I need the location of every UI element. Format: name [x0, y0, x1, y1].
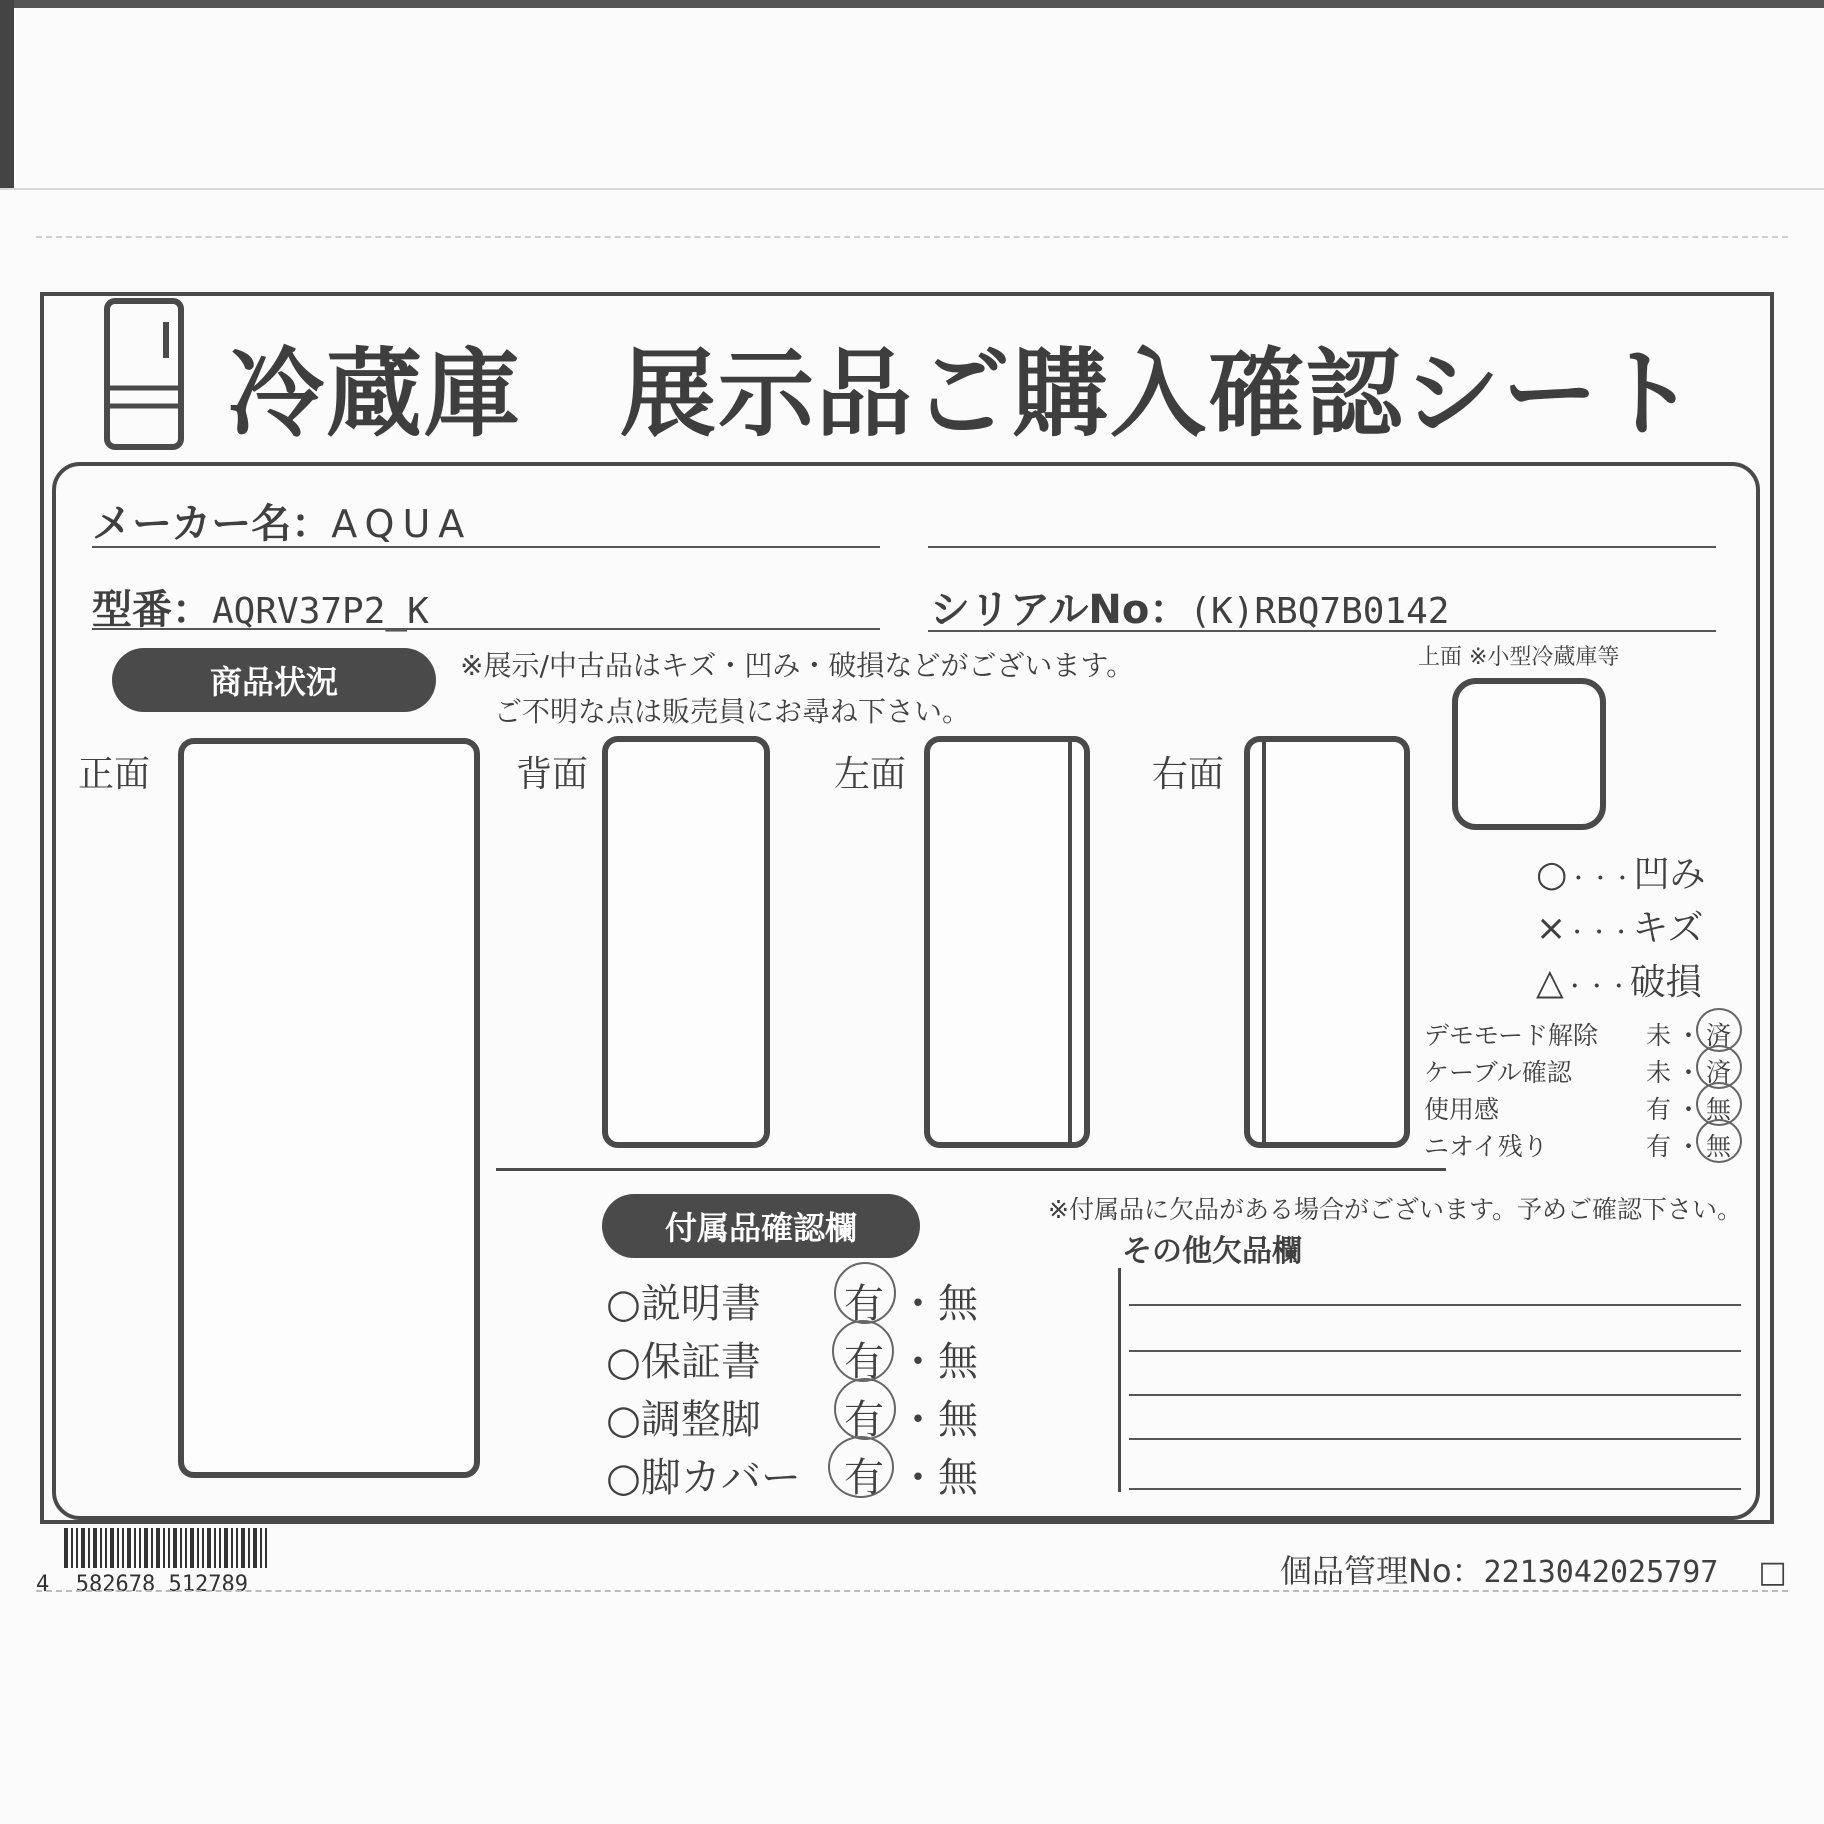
- sheet-edge: [0, 188, 1824, 190]
- blank-underline: [928, 546, 1716, 548]
- back-label: 背面: [516, 754, 589, 795]
- legend-scratch: ×・・・キズ: [1536, 908, 1704, 949]
- cut-line-bottom: [36, 1590, 1788, 1592]
- selected-circle: [1696, 1119, 1742, 1163]
- accessory-manual: ○説明書 有 ・ 無: [606, 1272, 1006, 1330]
- top-face-label: 上面 ※小型冷蔵庫等: [1418, 645, 1620, 670]
- model-underline: [92, 628, 880, 630]
- selected-circle: [834, 1378, 896, 1440]
- serial-value: (K)RBQ7B0142: [1189, 591, 1450, 632]
- management-label: 個品管理No：: [1280, 1552, 1484, 1590]
- maker-value: AQUA: [331, 502, 473, 546]
- management-value: 2213042025797: [1483, 1555, 1719, 1590]
- model-label: 型番：: [92, 587, 212, 633]
- right-side-diagram[interactable]: [1244, 736, 1410, 1148]
- legend-damage: △・・・破損: [1536, 962, 1702, 1003]
- accessory-adjust-legs: ○調整脚 有 ・ 無: [606, 1388, 1006, 1446]
- maker-underline: [92, 546, 880, 548]
- front-diagram[interactable]: [178, 738, 480, 1478]
- selected-circle: [834, 1262, 896, 1324]
- other-missing-heading: その他欠品欄: [1122, 1234, 1302, 1269]
- front-label: 正面: [78, 754, 151, 795]
- right-side-label: 右面: [1152, 754, 1225, 795]
- legend-dent: ○・・・凹み: [1536, 854, 1706, 895]
- left-door-edge: [1068, 742, 1072, 1142]
- accessories-heading: 付属品確認欄: [602, 1194, 920, 1258]
- back-diagram[interactable]: [602, 736, 770, 1148]
- condition-note-2: ご不明な点は販売員にお尋ね下さい。: [494, 695, 971, 728]
- barcode: [36, 1528, 267, 1597]
- left-side-diagram[interactable]: [924, 736, 1090, 1148]
- check-cable: ケーブル確認 未 ・ 済: [1424, 1053, 1744, 1090]
- serial-label: シリアルNo：: [930, 587, 1190, 633]
- management-number: [1280, 1546, 1787, 1592]
- condition-note-1: ※展示/中古品はキズ・凹み・破損などがございます。: [460, 649, 1135, 682]
- section-divider: [496, 1168, 1446, 1171]
- check-usage: 使用感 有 ・ 無: [1424, 1090, 1744, 1127]
- top-diagram[interactable]: [1452, 678, 1606, 830]
- barcode-digits: 4 582678 512789: [36, 1572, 248, 1597]
- left-side-label: 左面: [834, 754, 907, 795]
- serial-underline: [928, 630, 1716, 632]
- check-odor: ニオイ残り 有 ・ 無: [1424, 1127, 1744, 1164]
- condition-heading: 商品状況: [112, 648, 436, 712]
- check-demo-mode: デモモード解除 未 ・ 済: [1424, 1016, 1744, 1053]
- scan-top-edge: [0, 0, 1824, 8]
- selected-circle: [832, 1320, 894, 1382]
- model-row: [92, 578, 429, 635]
- model-value: AQRV37P2_K: [212, 591, 429, 632]
- accessory-list: [606, 1272, 1006, 1504]
- barcode-bars: [64, 1528, 267, 1568]
- fridge-icon: [104, 298, 184, 450]
- management-checkbox[interactable]: □: [1758, 1555, 1787, 1590]
- serial-row: [930, 578, 1449, 635]
- page-title: 冷蔵庫 展示品ご購入確認シート: [228, 338, 1698, 450]
- maker-label: メーカー名：: [92, 501, 332, 547]
- accessory-leg-cover: ○脚カバー 有 ・ 無: [606, 1446, 1006, 1504]
- other-missing-field[interactable]: [1118, 1268, 1741, 1492]
- check-list: [1424, 1016, 1744, 1164]
- right-door-edge: [1262, 742, 1266, 1142]
- cut-line-top: [36, 236, 1788, 238]
- scan-left-edge: [0, 0, 14, 190]
- legend: [1536, 846, 1705, 1008]
- selected-circle: [828, 1436, 894, 1498]
- accessory-warranty: ○保証書 有 ・ 無: [606, 1330, 1006, 1388]
- maker-row: [92, 492, 472, 549]
- accessories-note: ※付属品に欠品がある場合がございます。予めご確認下さい。: [1048, 1195, 1742, 1224]
